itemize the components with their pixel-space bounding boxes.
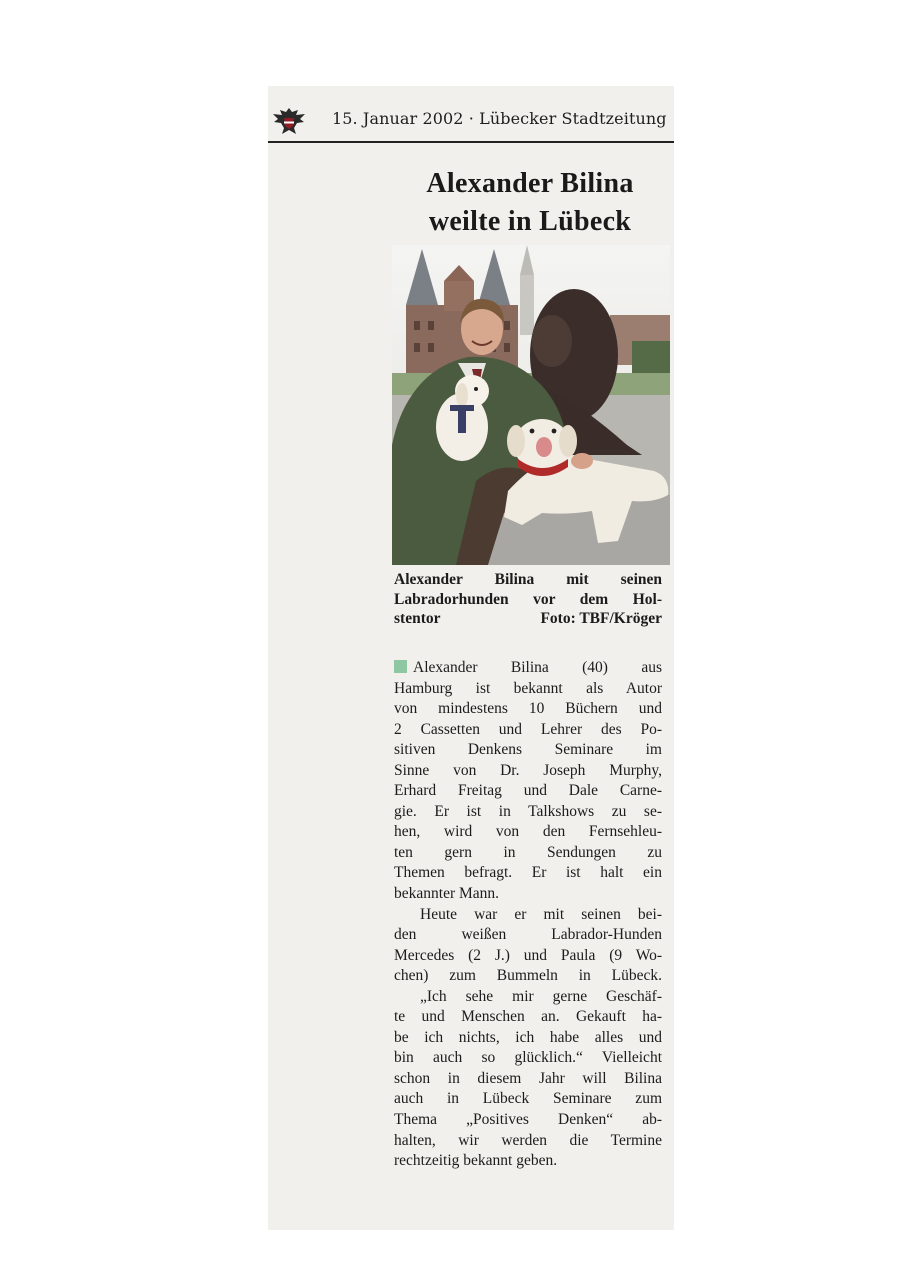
article-line: bin auch so glücklich.“ Vielleicht	[394, 1049, 662, 1067]
article-line: gie. Er ist in Talkshows zu se-	[394, 802, 662, 820]
article-line: Sinne von Dr. Joseph Murphy,	[394, 761, 662, 779]
article-line: Themen befragt. Er ist halt ein	[394, 864, 662, 882]
newspaper-clipping	[268, 86, 674, 1230]
caption-line: Alexander Bilina mit seinen	[394, 571, 662, 588]
article-line: Thema „Positives Denken“ ab-	[394, 1111, 662, 1129]
article-line: rechtzeitig bekannt geben.	[394, 1152, 558, 1170]
article-line: „Ich sehe mir gerne Geschäf-	[420, 987, 662, 1005]
caption-line: Labradorhunden vor dem Hol-	[394, 590, 662, 608]
photo-credit: Foto: TBF/Kröger	[540, 610, 662, 627]
masthead	[268, 86, 674, 143]
caption-line	[394, 609, 662, 629]
article-line: halten, wir werden die Termine	[394, 1131, 662, 1149]
article-line: bekannter Mann.	[394, 885, 500, 903]
article-line	[394, 658, 662, 679]
article-line: Erhard Freitag und Dale Carne-	[394, 782, 662, 800]
paragraph-marker-icon	[394, 660, 407, 673]
article-body	[394, 658, 662, 1172]
headline-line: weilte in Lübeck	[428, 206, 632, 237]
article-line: Mercedes (2 J.) und Paula (9 Wo-	[394, 946, 662, 964]
article-line: chen) zum Bummeln in Lübeck.	[394, 967, 662, 985]
article-line: den weißen Labrador-Hunden	[394, 926, 662, 944]
article-line: te und Menschen an. Gekauft ha-	[394, 1008, 662, 1026]
article-line: schon in diesem Jahr will Bilina	[394, 1069, 662, 1087]
article-line: Heute war er mit seinen bei-	[420, 905, 662, 923]
article-line: von mindestens 10 Büchern und	[394, 700, 662, 718]
caption-text: stentor	[394, 610, 441, 627]
article-headline	[392, 165, 668, 241]
article-line: sitiven Denkens Seminare im	[394, 741, 662, 759]
masthead-dateline: 15. Januar 2002 · Lübecker Stadtzeitung	[332, 109, 667, 128]
article-line: hen, wird von den Fernsehleu-	[394, 823, 662, 841]
article-line: Hamburg ist bekannt als Autor	[394, 679, 662, 697]
article-line: 2 Cassetten und Lehrer des Po-	[394, 720, 662, 738]
article-line: ten gern in Sendungen zu	[394, 843, 662, 861]
headline-line: Alexander Bilina	[426, 168, 634, 199]
article-line: auch in Lübeck Seminare zum	[394, 1090, 662, 1108]
article-line: be ich nichts, ich habe alles und	[394, 1028, 662, 1046]
eagle-crest-icon	[272, 106, 306, 136]
photo-caption	[394, 570, 662, 629]
article-photo	[392, 245, 670, 565]
article-text: Alexander Bilina (40) aus	[413, 659, 662, 676]
photo-man-with-labradors	[392, 245, 670, 565]
